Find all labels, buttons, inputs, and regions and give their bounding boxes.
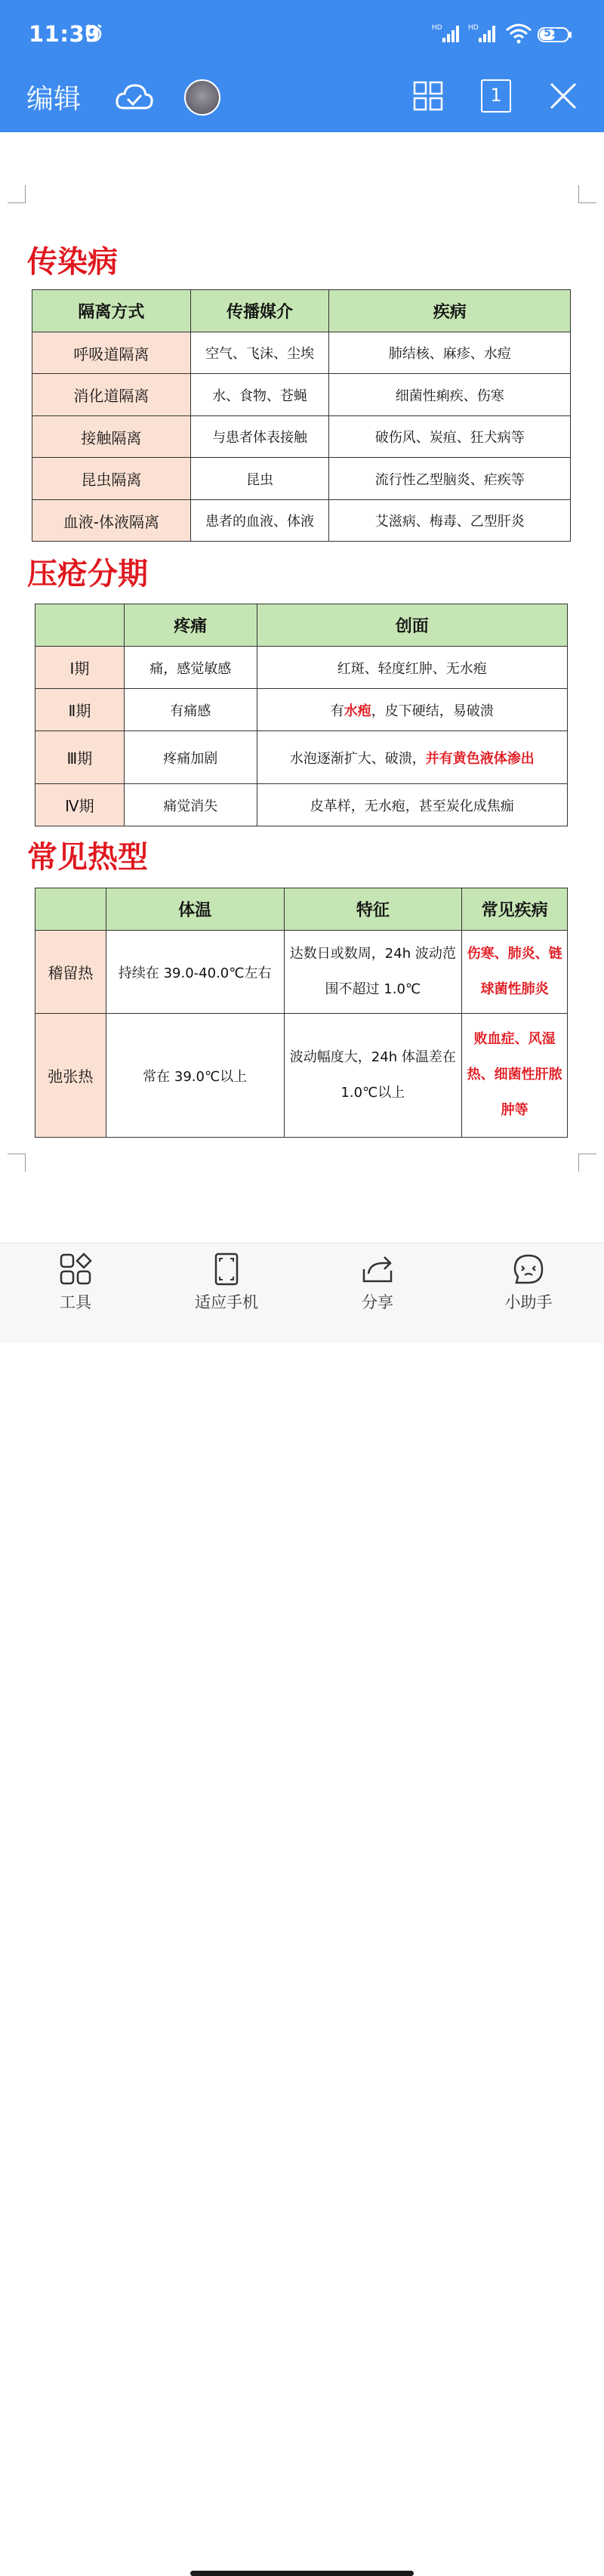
battery-level: 51 xyxy=(544,27,559,39)
table-row xyxy=(32,416,571,458)
section-title-pressure-ulcer: 压疮分期 xyxy=(27,557,148,591)
document-page xyxy=(0,132,604,1243)
row-header: 昆虫隔离 xyxy=(32,458,191,500)
row-header: 弛张热 xyxy=(35,1014,106,1138)
nav-label: 工具 xyxy=(60,1293,91,1311)
nav-share[interactable] xyxy=(317,1252,438,1313)
row-header: Ⅰ期 xyxy=(35,647,125,689)
nav-label: 小助手 xyxy=(504,1293,553,1311)
status-bar xyxy=(0,0,604,72)
table-cell: 昆虫 xyxy=(190,458,329,500)
table-row xyxy=(35,784,568,826)
table-cell xyxy=(284,1014,462,1138)
section-title-infectious: 传染病 xyxy=(27,245,118,280)
table-cell: 艾滋病、梅毒、乙型肝炎 xyxy=(329,500,571,542)
column-header xyxy=(35,888,106,931)
page-count-button[interactable]: 1 xyxy=(481,79,511,113)
table-header-row xyxy=(35,888,568,931)
row-header: 稽留热 xyxy=(35,931,106,1014)
wound-text-highlight: 水疱 xyxy=(344,703,371,719)
top-toolbar xyxy=(0,72,604,132)
disease-line: 伤寒、肺炎、链 xyxy=(467,945,562,962)
table-row xyxy=(35,689,568,731)
nav-tools[interactable] xyxy=(15,1252,136,1313)
row-header: 血液-体液隔离 xyxy=(32,500,191,542)
table-row xyxy=(32,332,571,374)
table-row xyxy=(35,931,568,1014)
feature-line: 达数日或数周，24h 波动范 xyxy=(289,945,456,962)
column-header: 常见疾病 xyxy=(462,888,568,931)
row-header: Ⅲ期 xyxy=(35,731,125,784)
bottom-nav xyxy=(0,1243,604,1343)
table-cell: 常在 39.0℃以上 xyxy=(106,1014,284,1138)
table-cell: 患者的血液、体液 xyxy=(190,500,329,542)
table-cell xyxy=(284,931,462,1014)
table-cell: 流行性乙型脑炎、疟疾等 xyxy=(329,458,571,500)
svg-text:HD: HD xyxy=(468,24,479,32)
column-header: 创面 xyxy=(257,604,567,647)
table-row xyxy=(32,374,571,416)
table-cell: 疼痛加剧 xyxy=(124,731,257,784)
status-time: 11:39 xyxy=(29,21,100,47)
column-header: 疼痛 xyxy=(124,604,257,647)
share-icon xyxy=(361,1252,394,1286)
table-cell xyxy=(462,1014,568,1138)
table-cell: 持续在 39.0-40.0℃左右 xyxy=(106,931,284,1014)
feature-line: 围不超过 1.0℃ xyxy=(325,981,421,997)
column-header: 隔离方式 xyxy=(32,290,191,332)
disease-line: 肿等 xyxy=(501,1101,528,1118)
table-cell: 与患者体表接触 xyxy=(190,416,329,458)
home-indicator[interactable] xyxy=(190,2571,414,2576)
table-cell xyxy=(462,931,568,1014)
wound-text: 红斑、轻度红肿、无水疱 xyxy=(337,660,487,677)
feature-line: 波动幅度大，24h 体温差在 xyxy=(289,1049,456,1065)
wound-text: 有 xyxy=(330,703,344,719)
wound-text: ，皮下硬结，易破溃 xyxy=(371,703,494,719)
table-cell: 痛觉消失 xyxy=(124,784,257,826)
table-cell: 肺结核、麻疹、水痘 xyxy=(329,332,571,374)
pressure-ulcer-table xyxy=(35,604,568,826)
wound-text-highlight: 并有黄色液体渗出 xyxy=(425,750,535,767)
edit-button[interactable]: 编辑 xyxy=(26,84,82,115)
table-cell: 有痛感 xyxy=(124,689,257,731)
table-cell: 破伤风、炭疽、狂犬病等 xyxy=(329,416,571,458)
infectious-table xyxy=(32,289,571,542)
page-corner-mark xyxy=(578,1154,596,1172)
fever-type-table xyxy=(35,888,568,1138)
row-header: Ⅱ期 xyxy=(35,689,125,731)
fit-screen-icon xyxy=(210,1252,243,1286)
table-cell xyxy=(257,784,567,826)
table-row xyxy=(35,731,568,784)
wifi-icon xyxy=(504,23,533,44)
svg-text:HD: HD xyxy=(432,24,442,32)
table-cell xyxy=(257,647,567,689)
column-header: 特征 xyxy=(284,888,462,931)
table-cell: 空气、飞沫、尘埃 xyxy=(190,332,329,374)
nav-label: 分享 xyxy=(362,1293,393,1311)
table-header-row xyxy=(32,290,571,332)
table-header-row xyxy=(35,604,568,647)
column-header: 疾病 xyxy=(329,290,571,332)
tools-icon xyxy=(59,1252,92,1286)
table-cell: 细菌性痢疾、伤寒 xyxy=(329,374,571,416)
table-cell xyxy=(257,731,567,784)
page-corner-mark xyxy=(578,185,596,203)
table-cell xyxy=(257,689,567,731)
disease-line: 热、细菌性肝脓 xyxy=(467,1067,562,1083)
page-corner-mark xyxy=(8,185,26,203)
wound-text: 水泡逐渐扩大、破溃， xyxy=(289,750,426,767)
feature-line: 1.0℃以上 xyxy=(341,1084,405,1101)
section-title-fever: 常见热型 xyxy=(27,840,148,875)
table-row xyxy=(32,458,571,500)
table-cell: 水、食物、苍蝇 xyxy=(190,374,329,416)
alarm-icon xyxy=(83,23,104,44)
signal-icon xyxy=(432,23,462,44)
row-header: Ⅳ期 xyxy=(35,784,125,826)
table-row xyxy=(35,647,568,689)
cloud-sync-icon[interactable] xyxy=(115,81,154,114)
column-header xyxy=(35,604,125,647)
nav-assistant[interactable] xyxy=(468,1252,589,1313)
disease-line: 球菌性肺炎 xyxy=(480,981,549,997)
avatar[interactable] xyxy=(184,79,220,116)
table-cell: 痛，感觉敏感 xyxy=(124,647,257,689)
row-header: 消化道隔离 xyxy=(32,374,191,416)
column-header: 体温 xyxy=(106,888,284,931)
grid-icon[interactable] xyxy=(413,81,443,111)
nav-label: 适应手机 xyxy=(195,1293,258,1311)
nav-fit-screen[interactable] xyxy=(166,1252,287,1313)
wound-text: 皮革样，无水疱，甚至炭化成焦痂 xyxy=(310,798,514,814)
row-header: 呼吸道隔离 xyxy=(32,332,191,374)
table-row xyxy=(32,500,571,542)
table-row xyxy=(35,1014,568,1138)
signal-icon-2 xyxy=(468,23,498,44)
disease-line: 败血症、风湿 xyxy=(473,1031,556,1048)
page-corner-mark xyxy=(8,1154,26,1172)
close-icon[interactable] xyxy=(548,81,578,111)
column-header: 传播媒介 xyxy=(190,290,329,332)
row-header: 接触隔离 xyxy=(32,416,191,458)
assistant-icon xyxy=(512,1252,545,1286)
